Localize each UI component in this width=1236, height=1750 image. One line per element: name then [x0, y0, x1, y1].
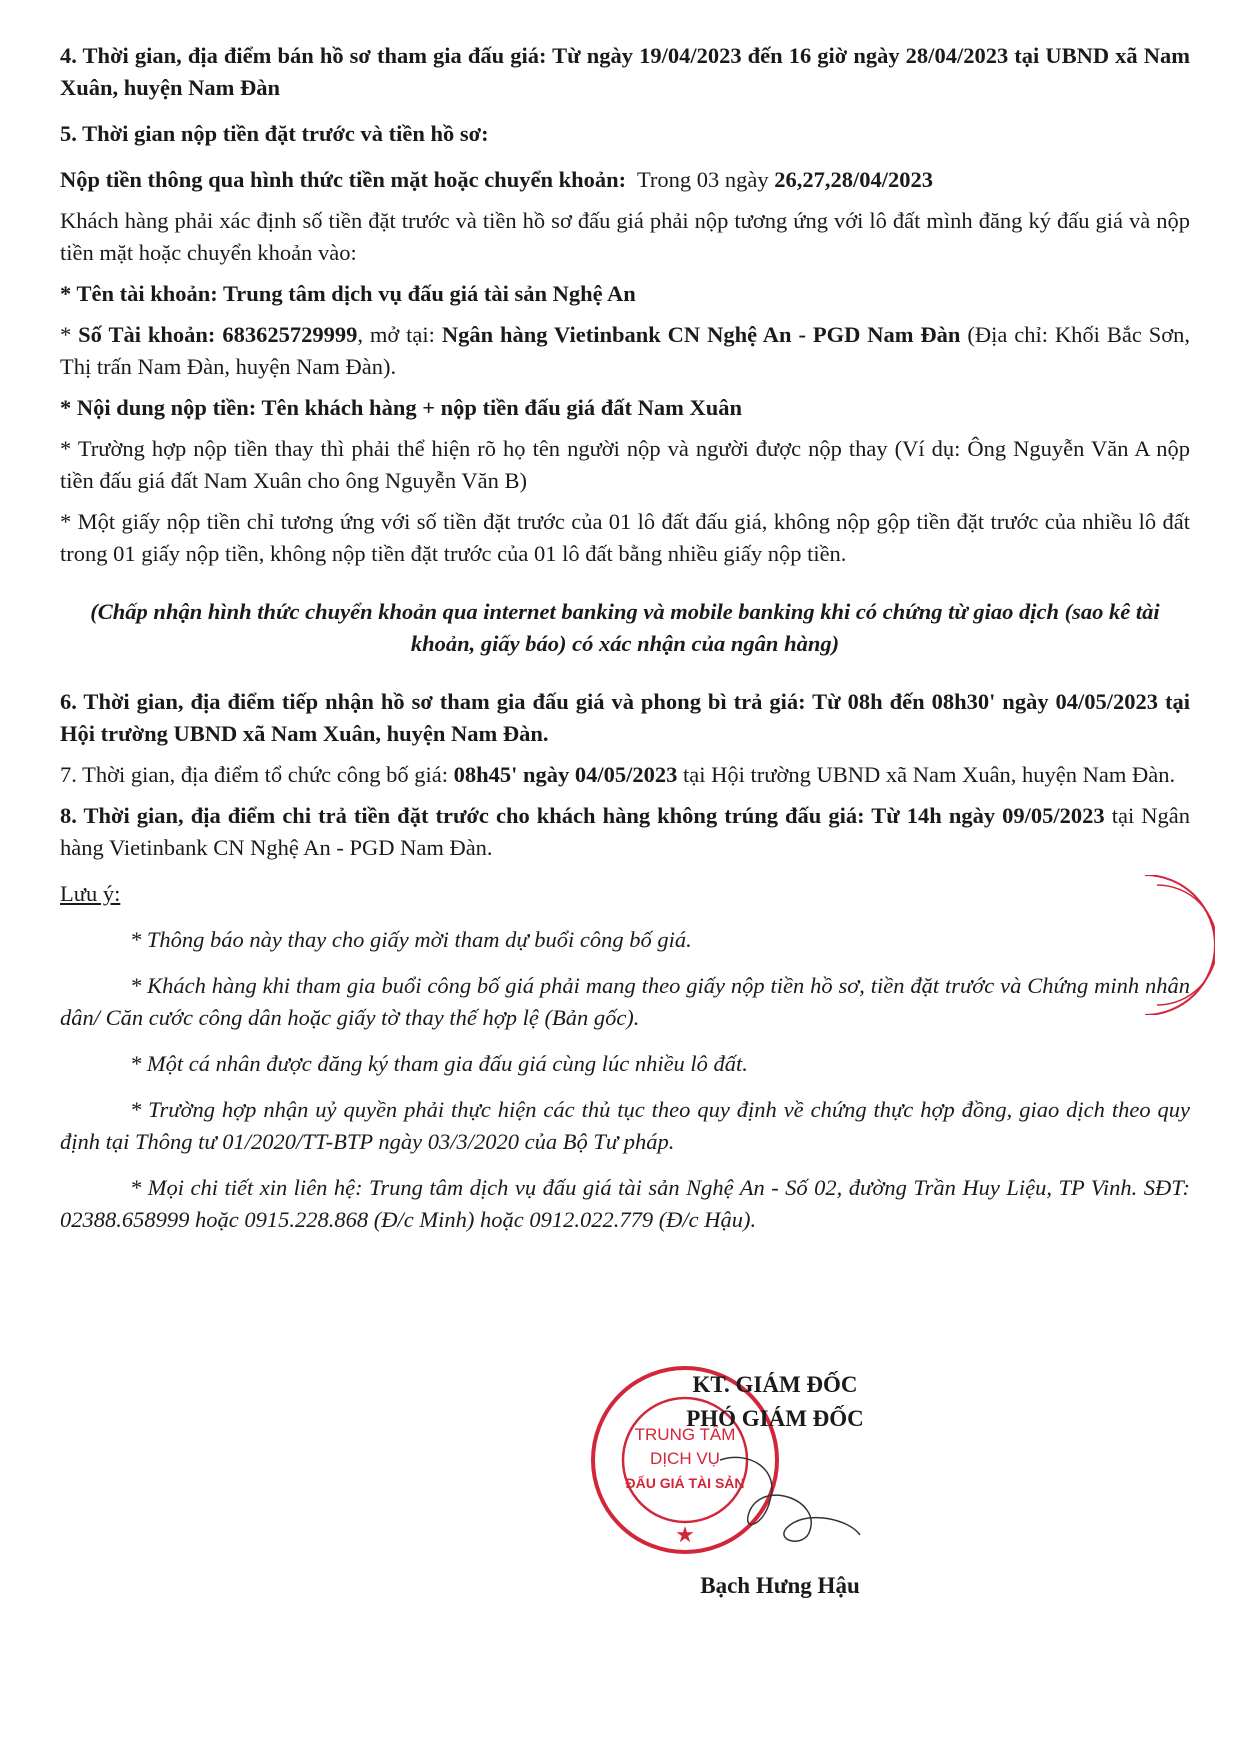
s8-a: 8. Thời gian, địa điểm chi trả tiền đặt trước cho khách hàng không trúng đấu giá: Từ 14h ngày 09/05/2023	[60, 803, 1105, 828]
side-stamp	[1135, 875, 1215, 1015]
proxy-payment: * Trường hợp nộp tiền thay thì phải thể hiện rõ họ tên người nộp và người được nộp thay (Ví dụ: Ông Nguyễn Văn A nộp tiền đấu giá đất Nam Xuân cho ông Nguyễn Văn B)	[60, 436, 1190, 493]
method-label: Nộp tiền thông qua hình thức tiền mặt hoặc chuyển khoản:	[60, 167, 627, 192]
banking-note: (Chấp nhận hình thức chuyển khoản qua internet banking và mobile banking khi có chứng từ giao dịch (sao kê tài khoản, giấy báo) có xác nhận của ngân hàng)	[90, 599, 1160, 656]
note-4: * Trường hợp nhận uỷ quyền phải thực hiện các thủ tục theo quy định về chứng thực hợp đồng, giao dịch theo quy định tại Thông tư 01/2020/TT-BTP ngày 03/3/2020 của Bộ Tư pháp.	[60, 1097, 1190, 1154]
stamp-star-icon: ★	[675, 1522, 695, 1547]
stamp-line-3: ĐẤU GIÁ TÀI SẢN	[625, 1475, 745, 1491]
section-6: 6. Thời gian, địa điểm tiếp nhận hồ sơ tham gia đấu giá và phong bì trả giá: Từ 08h đến 08h30' ngày 04/05/2023 tại Hội trường UBND xã Nam Xuân, huyện Nam Đàn.	[60, 689, 1190, 746]
section-4: 4. Thời gian, địa điểm bán hồ sơ tham gia đấu giá: Từ ngày 19/04/2023 đến 16 giờ ngày 28/04/2023 tại UBND xã Nam Xuân, huyện Nam Đàn	[60, 43, 1190, 100]
s7-c: tại Hội trường UBND xã Nam Xuân, huyện Nam Đàn.	[677, 762, 1176, 787]
section-5-desc: Khách hàng phải xác định số tiền đặt trước và tiền hồ sơ đấu giá phải nộp tương ứng với lô đất mình đăng ký đấu giá và nộp tiền mặt hoặc chuyển khoản vào:	[60, 208, 1190, 265]
method-dates: 26,27,28/04/2023	[774, 167, 934, 192]
opened-at: , mở tại:	[357, 322, 442, 347]
account-number	[60, 319, 1190, 383]
note-2: * Khách hàng khi tham gia buổi công bố giá phải mang theo giấy nộp tiền hồ sơ, tiền đặt trước và Chứng minh nhân dân/ Căn cước công dân hoặc giấy tờ thay thế hợp lệ (Bản gốc).	[60, 973, 1190, 1030]
signature-title-1: KT. GIÁM ĐỐC	[692, 1372, 858, 1397]
method-text: Trong 03 ngày	[636, 167, 769, 192]
one-paper-rule: * Một giấy nộp tiền chỉ tương ứng với số tiền đặt trước của 01 lô đất đấu giá, không nộp gộp tiền đặt trước của nhiều lô đất trong 01 giấy nộp tiền, không nộp tiền đặt trước của 01 lô đất bằng nhiều giấy nộp tiền.	[60, 509, 1190, 566]
s7-b: 08h45' ngày 04/05/2023	[453, 762, 678, 787]
section-5-title: 5. Thời gian nộp tiền đặt trước và tiền hồ sơ:	[60, 121, 489, 146]
section-7	[60, 759, 1190, 791]
stamp-line-2: DỊCH VỤ	[650, 1449, 720, 1468]
s7-a: 7. Thời gian, địa điểm tổ chức công bố giá:	[60, 762, 454, 787]
handwritten-signature	[710, 1440, 870, 1560]
document-body	[60, 40, 1190, 1236]
note-title: Lưu ý:	[60, 881, 121, 906]
bank-address: (Địa chỉ: Khối Bắc Sơn, Thị trấn Nam Đàn, huyện Nam Đàn).	[60, 322, 1191, 379]
section-5-method	[60, 164, 1190, 196]
bank-name: Ngân hàng Vietinbank CN Nghệ An - PGD Nam Đàn	[441, 322, 961, 347]
signer-name: Bạch Hưng Hậu	[700, 1573, 860, 1598]
account-name: * Tên tài khoản: Trung tâm dịch vụ đấu giá tài sản Nghệ An	[60, 281, 636, 306]
s8-b: tại Ngân hàng Vietinbank CN Nghệ An - PGD Nam Đàn.	[60, 803, 1190, 860]
note-5: * Mọi chi tiết xin liên hệ: Trung tâm dịch vụ đấu giá tài sản Nghệ An - Số 02, đường Trần Huy Liệu, TP Vinh. SĐT: 02388.658999 hoặc 0915.228.868 (Đ/c Minh) hoặc 0912.022.779 (Đ/c Hậu).	[60, 1175, 1190, 1232]
note-1: * Thông báo này thay cho giấy mời tham dự buổi công bố giá.	[130, 927, 692, 952]
stamp-line-1: TRUNG TÂM	[634, 1425, 736, 1444]
signature-block	[590, 1370, 920, 1610]
section-8	[60, 800, 1190, 864]
signature-title-2: PHÓ GIÁM ĐỐC	[686, 1406, 864, 1431]
payment-content: * Nội dung nộp tiền: Tên khách hàng + nộp tiền đấu giá đất Nam Xuân	[60, 395, 742, 420]
account-prefix: *	[60, 322, 79, 347]
note-3: * Một cá nhân được đăng ký tham gia đấu giá cùng lúc nhiều lô đất.	[130, 1051, 748, 1076]
account-no: Số Tài khoản: 683625729999	[78, 322, 358, 347]
